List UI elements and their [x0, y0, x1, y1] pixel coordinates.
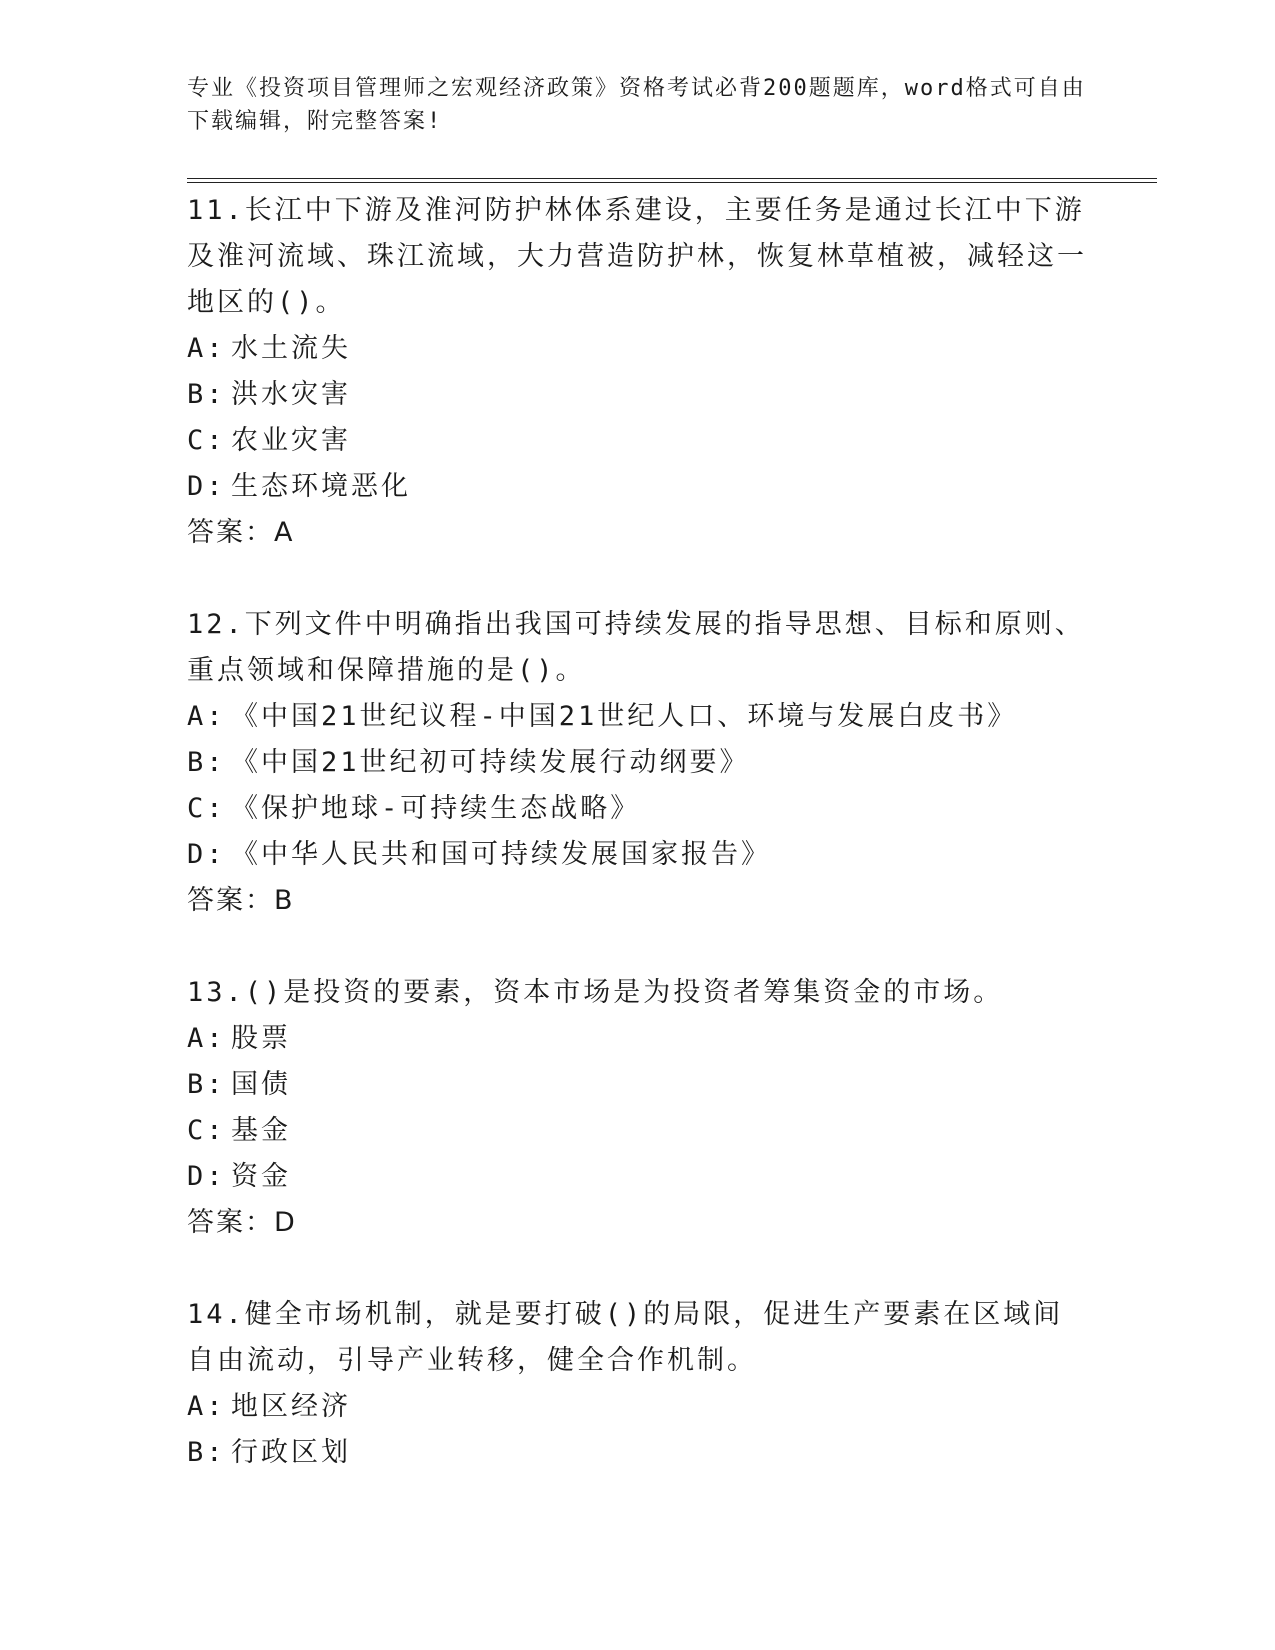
option-text: 水土流失 [231, 333, 351, 364]
option-letter: B: [187, 379, 226, 410]
option-letter: B: [187, 747, 226, 778]
option-text: 生态环境恶化 [231, 471, 411, 502]
option-letter: B: [187, 1069, 226, 1100]
option-letter: C: [187, 1115, 226, 1146]
option-text: 行政区划 [231, 1437, 351, 1468]
answer-line: 答案：B [187, 885, 295, 916]
answer-line: 答案：A [187, 517, 295, 548]
option-text: 资金 [231, 1161, 291, 1192]
option-text: 农业灾害 [231, 425, 351, 456]
option-text: 国债 [231, 1069, 291, 1100]
question-text: 13.()是投资的要素，资本市场是为投资者筹集资金的市场。 [187, 977, 1004, 1008]
option-letter: A: [187, 333, 226, 364]
option-letter: C: [187, 425, 226, 456]
option-d [187, 832, 1087, 878]
option-letter: D: [187, 471, 226, 502]
question-item [187, 188, 1087, 556]
option-text: 股票 [231, 1023, 291, 1054]
option-letter: C: [187, 793, 226, 824]
option-b [187, 1062, 1087, 1108]
header-divider [187, 178, 1157, 183]
option-text: 地区经济 [231, 1391, 351, 1422]
option-c [187, 786, 1087, 832]
option-letter: A: [187, 1391, 226, 1422]
question-list [187, 188, 1087, 1522]
option-a [187, 1384, 1087, 1430]
answer-line: 答案：D [187, 1207, 297, 1238]
document-header: 专业《投资项目管理师之宏观经济政策》资格考试必背200题题库，word格式可自由下载编辑，附完整答案! [187, 76, 1086, 134]
option-text: 《中国21世纪初可持续发展行动纲要》 [231, 747, 750, 778]
option-b [187, 740, 1087, 786]
option-b [187, 1430, 1087, 1476]
option-text: 《中国21世纪议程-中国21世纪人口、环境与发展白皮书》 [231, 701, 1018, 732]
option-c [187, 418, 1087, 464]
option-a [187, 1016, 1087, 1062]
question-item [187, 970, 1087, 1246]
option-text: 洪水灾害 [231, 379, 351, 410]
question-text: 14.健全市场机制，就是要打破()的局限，促进生产要素在区域间自由流动，引导产业转移，健全合作机制。 [187, 1299, 1064, 1376]
option-d [187, 1154, 1087, 1200]
question-text: 12.下列文件中明确指出我国可持续发展的指导思想、目标和原则、重点领域和保障措施的是()。 [187, 609, 1085, 686]
option-letter: B: [187, 1437, 226, 1468]
option-a [187, 326, 1087, 372]
option-letter: D: [187, 1161, 226, 1192]
option-letter: A: [187, 1023, 226, 1054]
option-text: 《中华人民共和国可持续发展国家报告》 [231, 839, 771, 870]
option-d [187, 464, 1087, 510]
option-letter: D: [187, 839, 226, 870]
option-c [187, 1108, 1087, 1154]
option-a [187, 694, 1087, 740]
question-item [187, 602, 1087, 924]
option-text: 《保护地球-可持续生态战略》 [231, 793, 641, 824]
option-b [187, 372, 1087, 418]
option-text: 基金 [231, 1115, 291, 1146]
question-text: 11.长江中下游及淮河防护林体系建设，主要任务是通过长江中下游及淮河流域、珠江流域，大力营造防护林，恢复林草植被，减轻这一地区的()。 [187, 195, 1087, 318]
question-item [187, 1292, 1087, 1476]
option-letter: A: [187, 701, 226, 732]
